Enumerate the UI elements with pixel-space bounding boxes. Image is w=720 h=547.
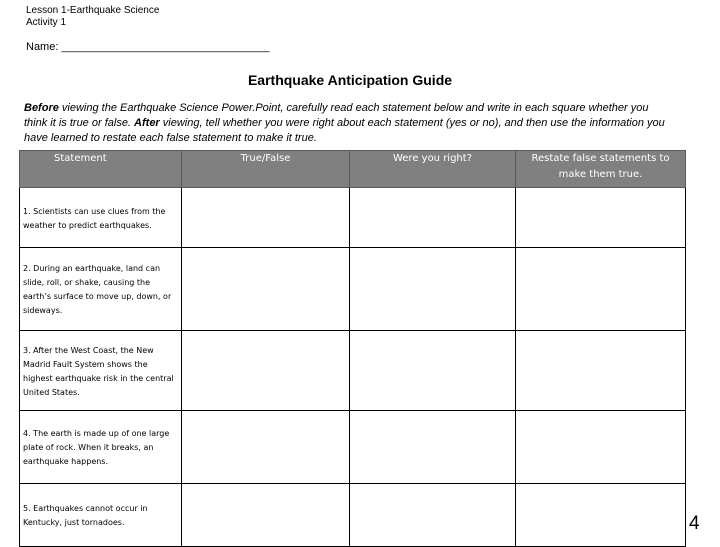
statement-cell: 4. The earth is made up of one large plate of rock. When it breaks, an earthquake happens. — [20, 411, 182, 484]
restate-cell[interactable] — [516, 331, 686, 411]
true-false-cell[interactable] — [182, 484, 350, 547]
restate-cell[interactable] — [516, 411, 686, 484]
lesson-label: Lesson 1-Earthquake Science — [26, 5, 160, 16]
name-field[interactable]: Name: __________________________________ — [26, 41, 270, 53]
before-word: Before — [24, 102, 59, 114]
were-right-cell[interactable] — [350, 331, 516, 411]
table-row — [20, 331, 686, 411]
were-right-cell[interactable] — [350, 484, 516, 547]
were-right-cell[interactable] — [350, 248, 516, 331]
true-false-cell[interactable] — [182, 188, 350, 248]
true-false-cell[interactable] — [182, 331, 350, 411]
instructions-part2: viewing, tell whether you were right about each statement (yes or no), and then use the information you have learned to restate each false statement to make it true. — [24, 117, 665, 144]
table-row — [20, 188, 686, 248]
instructions-part1: viewing the Earthquake Science Power.Point, carefully read each statement below and write in each square whether you think it is true or false. — [24, 102, 649, 129]
statement-cell: 2. During an earthquake, land can slide, roll, or shake, causing the earth’s surface to move up, down, or sideways. — [20, 248, 182, 331]
restate-cell[interactable] — [516, 188, 686, 248]
restate-cell[interactable] — [516, 484, 686, 547]
statement-cell: 3. After the West Coast, the New Madrid Fault System shows the highest earthquake risk in the central United States. — [20, 331, 182, 411]
table-row — [20, 248, 686, 331]
true-false-cell[interactable] — [182, 248, 350, 331]
header-were-right: Were you right? — [350, 151, 516, 188]
page-title: Earthquake Anticipation Guide — [247, 72, 453, 88]
header-restate: Restate false statements to make them true. — [516, 151, 686, 188]
statement-cell: 1. Scientists can use clues from the weather to predict earthquakes. — [20, 188, 182, 248]
activity-label: Activity 1 — [26, 17, 67, 28]
after-word: After — [134, 117, 160, 129]
header-true-false: True/False — [182, 151, 350, 188]
table-row — [20, 484, 686, 547]
restate-cell[interactable] — [516, 248, 686, 331]
anticipation-table — [19, 150, 686, 547]
statement-cell: 5. Earthquakes cannot occur in Kentucky, just tornadoes. — [20, 484, 182, 547]
header-statement: Statement — [20, 151, 182, 188]
table-row — [20, 411, 686, 484]
page-number: 4 — [689, 513, 700, 534]
true-false-cell[interactable] — [182, 411, 350, 484]
were-right-cell[interactable] — [350, 188, 516, 248]
table-header-row — [20, 151, 686, 188]
instructions — [24, 101, 674, 146]
were-right-cell[interactable] — [350, 411, 516, 484]
